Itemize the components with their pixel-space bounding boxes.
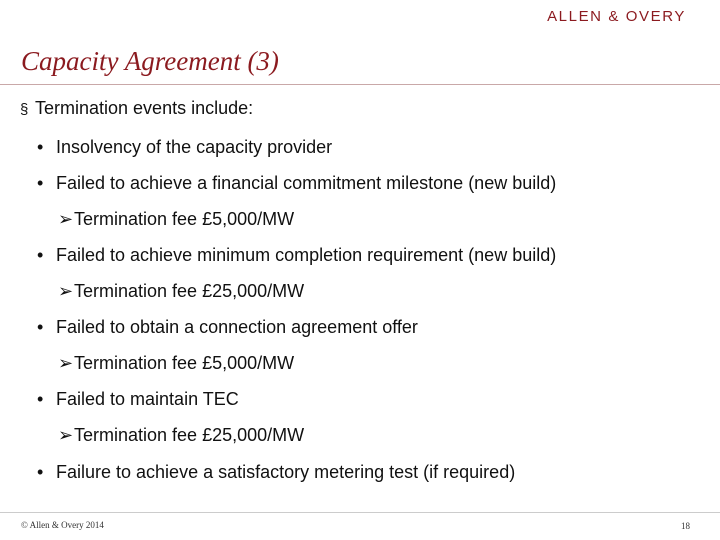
- list-item: [37, 137, 332, 158]
- copyright-notice: © Allen & Overy 2014: [21, 520, 104, 530]
- page-number: 18: [681, 521, 690, 531]
- arrow-bullet-icon: ➢: [58, 209, 74, 229]
- list-item-text: Failed to maintain TEC: [56, 389, 239, 409]
- square-bullet-icon: §: [20, 101, 29, 118]
- arrow-bullet-icon: ➢: [58, 353, 74, 373]
- list-item: [37, 462, 515, 483]
- bullet-icon: •: [37, 137, 44, 157]
- list-item: [37, 317, 418, 338]
- arrow-bullet-icon: ➢: [58, 281, 74, 301]
- sub-item-text: Termination fee £25,000/MW: [74, 281, 305, 301]
- arrow-bullet-icon: ➢: [58, 425, 74, 445]
- bullet-icon: •: [37, 317, 44, 337]
- list-item: [37, 389, 239, 410]
- sub-item: [58, 281, 304, 302]
- list-item-text: Failed to obtain a connection agreement offer: [56, 317, 418, 337]
- list-item-text: Failed to achieve a financial commitment milestone (new build): [56, 173, 557, 193]
- intro-text: Termination events include:: [35, 98, 254, 118]
- list-item: [37, 173, 556, 194]
- footer-divider: [0, 512, 720, 513]
- intro-line: [20, 98, 253, 119]
- bullet-icon: •: [37, 173, 44, 193]
- list-item-text: Failure to achieve a satisfactory metering test (if required): [56, 462, 516, 482]
- sub-item: [58, 209, 294, 230]
- sub-item-text: Termination fee £5,000/MW: [74, 353, 295, 373]
- sub-item: [58, 353, 294, 374]
- bullet-icon: •: [37, 389, 44, 409]
- sub-item-text: Termination fee £5,000/MW: [74, 209, 295, 229]
- sub-item-text: Termination fee £25,000/MW: [74, 425, 305, 445]
- allen-overy-logo: ALLEN & OVERY: [547, 8, 686, 25]
- bullet-icon: •: [37, 462, 44, 482]
- list-item-text: Insolvency of the capacity provider: [56, 137, 333, 157]
- list-item: [37, 245, 556, 266]
- sub-item: [58, 425, 304, 446]
- bullet-icon: •: [37, 245, 44, 265]
- slide-title: Capacity Agreement (3): [21, 46, 279, 76]
- list-item-text: Failed to achieve minimum completion requirement (new build): [56, 245, 557, 265]
- title-divider: [0, 84, 720, 85]
